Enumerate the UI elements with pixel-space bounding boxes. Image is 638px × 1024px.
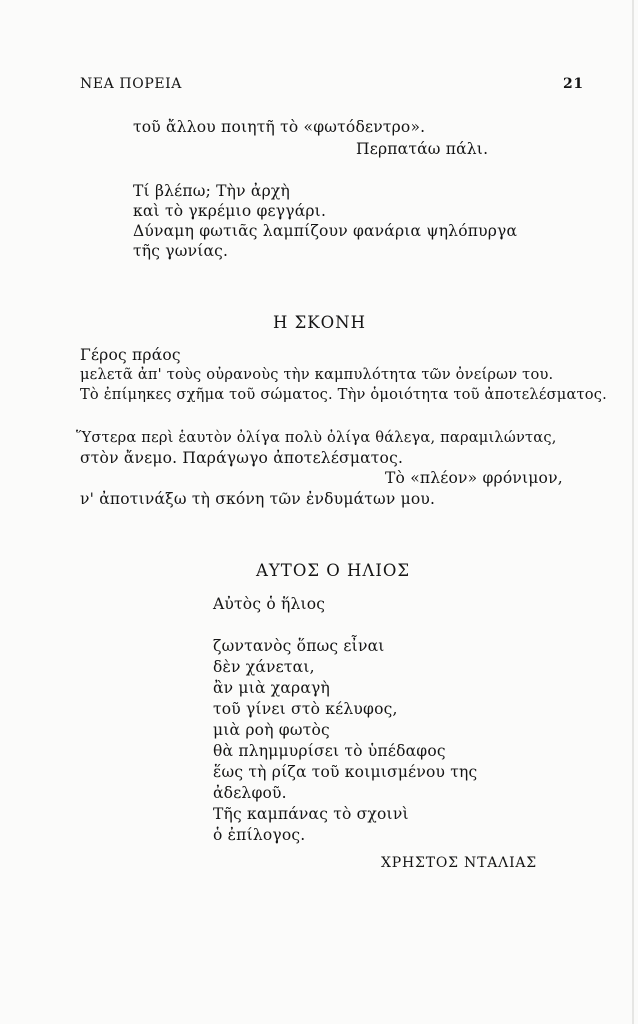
poem3-line-8: ἕως τὴ ρίζα τοῦ κοιμισμένου της [213,763,478,781]
poem3-line-2: ζωντανὸς ὅπως εἶναι [213,637,385,655]
poem3-line-5: τοῦ γίνει στὸ κέλυφος, [213,700,398,718]
poem2-line-3: Τὸ ἐπίμηκες σχῆμα τοῦ σώματος. Τὴν ὁμοιότητα τοῦ ἀποτελέσματος. [80,386,607,403]
poem3-line-3: δὲν χάνεται, [213,658,315,676]
poem3-line-10: Τῆς καμπάνας τὸ σχοινὶ [213,805,409,823]
page-number: 21 [563,76,584,92]
poem3-line-11: ὁ ἐπίλογος. [213,826,306,844]
poem1-line-3: Τί βλέπω; Τὴν ἀρχὴ [133,182,290,200]
poem1-line-2: Περπατάω πάλι. [356,140,489,158]
poem1-line-6: τῆς γωνίας. [133,242,229,260]
author-name: ΧΡΗΣΤΟΣ ΝΤΑΛΙΑΣ [381,855,538,871]
poem3-line-6: μιὰ ροὴ φωτὸς [213,721,330,739]
poem2-line-7: ν' ἀποτινάξω τὴ σκόνη τῶν ἐνδυμάτων μου. [80,490,436,508]
poem1-line-5: Δύναμη φωτιᾶς λαμπίζουν φανάρια ψηλόπυργα [133,222,518,240]
poem2-line-4: Ὕστερα περὶ ἑαυτὸν ὀλίγα πολὺ ὀλίγα θάλεγα, παραμιλώντας, [76,429,557,446]
poem2-title: Η ΣΚΟΝΗ [273,313,366,332]
poem3-line-9: ἀδελφοῦ. [213,784,287,802]
poem3-line-7: θὰ πλημμυρίσει τὸ ὑπέδαφος [213,742,446,760]
poem3-line-4: ἂν μιὰ χαραγὴ [213,679,330,697]
poem2-line-5: στὸν ἄνεμο. Παράγωγο ἀποτελέσματος. [80,449,404,467]
journal-title: ΝΕΑ ΠΟΡΕΙΑ [80,76,182,92]
poem2-line-6: Τὸ «πλέον» φρόνιμον, [385,469,563,487]
poem2-line-1: Γέρος πράος [80,346,181,364]
poem1-line-4: καὶ τὸ γκρέμιο φεγγάρι. [133,202,327,220]
page-edge-shadow [632,0,634,1024]
poem1-line-1: τοῦ ἄλλου ποιητῆ τὸ «φωτόδεντρο». [133,118,426,136]
poem3-line-1: Αὐτὸς ὁ ἥλιος [213,595,326,613]
poem2-line-2: μελετᾶ ἀπ' τοὺς οὐρανοὺς τὴν καμπυλότητα τῶν ὀνείρων του. [80,366,554,383]
poem3-title: ΑΥΤΟΣ Ο ΗΛΙΟΣ [256,561,411,580]
